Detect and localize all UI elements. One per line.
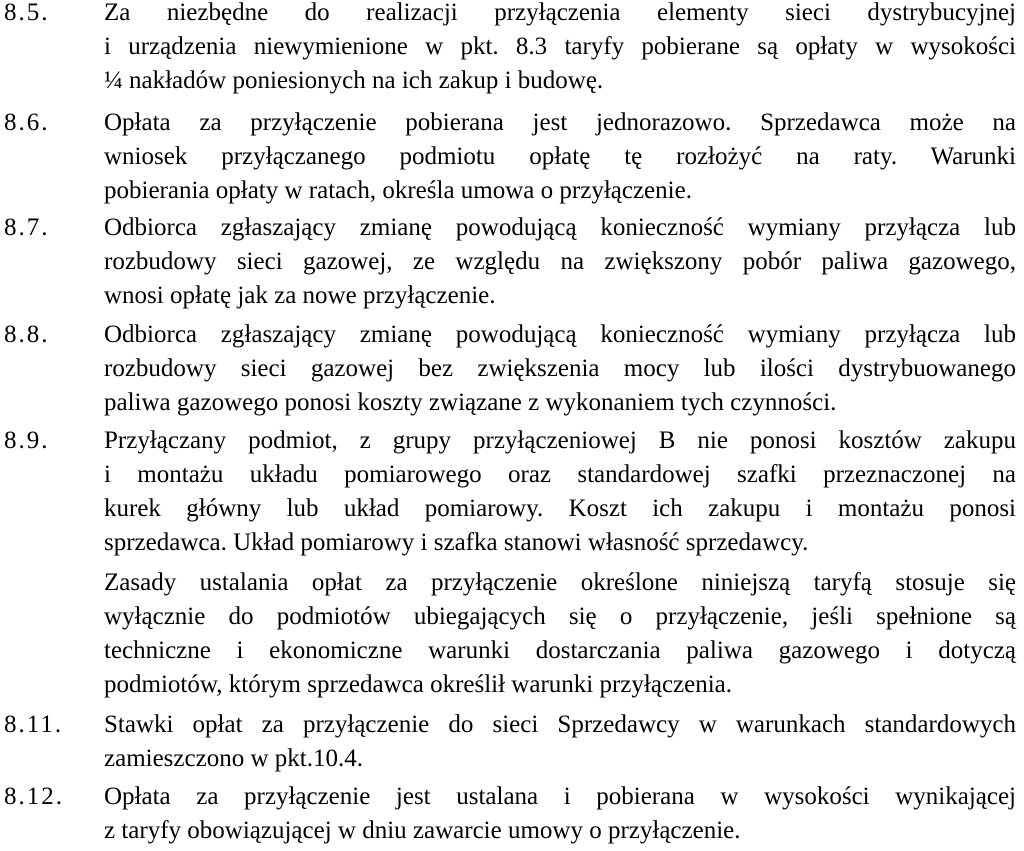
paragraph-number: 8.7. [4, 214, 50, 241]
paragraph-text [104, 106, 1016, 208]
text-line: Opłata za przyłączenie jest ustalana i pobierana w wysokości wynikającej [104, 783, 1016, 810]
text-line: wnosi opłatę jak za nowe przyłączenie. [104, 282, 496, 309]
text-line: rozbudowy sieci gazowej bez zwiększenia mocy lub ilości dystrybuowanego [104, 355, 1016, 382]
text-line: z taryfy obowiązującej w dniu zawarcie umowy o przyłączenie. [104, 817, 741, 844]
text-line: Za niezbędne do realizacji przyłączenia elementy sieci dystrybucyjnej [104, 0, 1016, 26]
text-line: pobierania opłaty w ratach, określa umowa o przyłączenie. [104, 177, 692, 204]
paragraph-text [104, 780, 1016, 848]
text-line: zamieszczono w pkt.10.4. [104, 745, 363, 772]
text-line: techniczne i ekonomiczne warunki dostarczania paliwa gazowego i dotyczą [104, 637, 1016, 664]
text-line: wniosek przyłączanego podmiotu opłatę tę rozłożyć na raty. Warunki [104, 143, 1016, 170]
text-line: i montażu układu pomiarowego oraz standardowej szafki przeznaczonej na [104, 461, 1016, 488]
text-line: Opłata za przyłączenie pobierana jest jednorazowo. Sprzedawca może na [104, 109, 1016, 136]
paragraph-number: 8.6. [4, 109, 50, 136]
text-line: i urządzenia niewymienione w pkt. 8.3 taryfy pobierane są opłaty w wysokości [104, 33, 1016, 60]
text-line: sprzedawca. Układ pomiarowy i szafka stanowi własność sprzedawcy. [104, 529, 809, 556]
paragraph-number: 8.8. [4, 321, 50, 348]
paragraph-text [104, 0, 1016, 98]
text-line: wyłącznie do podmiotów ubiegających się o przyłączenie, jeśli spełnione są [104, 603, 1016, 630]
text-line: Odbiorca zgłaszający zmianę powodującą konieczność wymiany przyłącza lub [104, 214, 1016, 241]
text-line: rozbudowy sieci gazowej, ze względu na zwiększony pobór paliwa gazowego, [104, 248, 1016, 275]
paragraph-text [104, 566, 1016, 702]
text-line: ¼ nakładów poniesionych na ich zakup i budowę. [104, 67, 604, 94]
paragraph-text [104, 708, 1016, 776]
text-line: kurek główny lub układ pomiarowy. Koszt ich zakupu i montażu ponosi [104, 495, 1016, 522]
text-line: Odbiorca zgłaszający zmianę powodującą konieczność wymiany przyłącza lub [104, 321, 1016, 348]
paragraph-text [104, 424, 1016, 560]
text-line: paliwa gazowego ponosi koszty związane z wykonaniem tych czynności. [104, 389, 837, 416]
paragraph-text [104, 211, 1016, 313]
paragraph-number: 8.11. [4, 711, 64, 738]
paragraph-text [104, 318, 1016, 420]
paragraph-number: 8.9. [4, 427, 50, 454]
paragraph-number: 8.12. [4, 783, 64, 810]
text-line: Przyłączany podmiot, z grupy przyłączeniowej B nie ponosi kosztów zakupu [104, 427, 1016, 454]
text-line: podmiotów, którym sprzedawca określił warunki przyłączenia. [104, 671, 733, 698]
text-line: Zasady ustalania opłat za przyłączenie określone niniejszą taryfą stosuje się [104, 569, 1016, 596]
paragraph-number: 8.5. [4, 0, 50, 26]
text-line: Stawki opłat za przyłączenie do sieci Sprzedawcy w warunkach standardowych [104, 711, 1016, 738]
